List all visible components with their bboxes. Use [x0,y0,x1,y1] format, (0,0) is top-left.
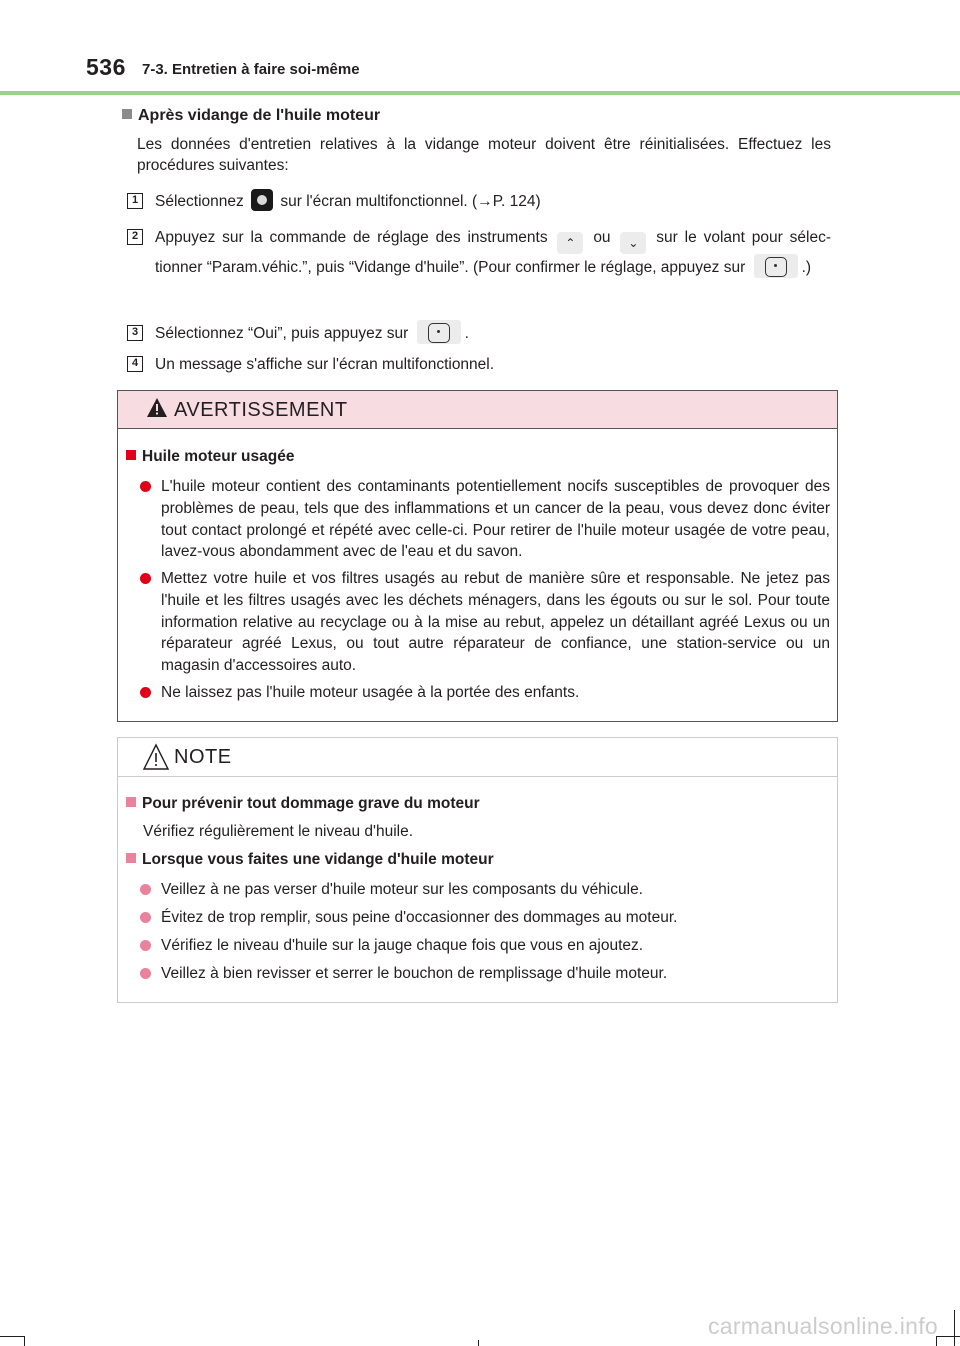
arrow-right-icon: → [477,193,493,210]
warning-bullet [140,568,830,677]
bullet-dot-icon [140,687,151,698]
note-subtitle [126,795,480,813]
step-text-end: . [464,325,469,342]
bullet-dot-icon [140,968,151,979]
warning-bullet [140,476,830,563]
step-text [155,224,831,281]
note-bullet [140,963,830,985]
section-intro: Les données d'entretien relatives à la vidange moteur doivent être réinitialisées. Effectuez les procédures suivantes: [137,136,831,174]
note-box [117,737,838,1003]
bullet-dot-icon [140,573,151,584]
note-title: NOTE [174,746,232,768]
step-number: 4 [127,356,143,372]
step-text-before: Sélectionnez “Oui”, puis appuyez sur [155,325,409,342]
step-text [155,320,831,347]
note-bullet [140,907,830,929]
watermark: carmanualsonline.info [707,1313,938,1339]
crop-mark [936,1336,960,1337]
ok-switch-icon [754,254,798,278]
note-marker-icon [126,853,136,863]
warning-box [117,390,838,722]
step-text-ou: ou [593,229,611,246]
note-bullet [140,879,830,901]
note-marker-icon [126,797,136,807]
note-header [118,738,837,777]
bullet-dot-icon [140,940,151,951]
warning-subtitle-text: Huile moteur usagée [142,448,295,465]
step-text-after: sur le volant pour sélectionner “Param.véhic.”, puis “Vidange d'huile”. (Pour confirmer le réglage, appuyez sur [155,229,832,276]
warning-subtitle [126,448,294,466]
section-title [122,107,380,125]
caution-triangle-icon [142,743,170,771]
step-text-before: Appuyez sur la commande de réglage des instruments [155,229,548,246]
arrow-down-icon: ⌄ [620,232,646,254]
note-subtitle [126,851,494,869]
bullet-text: Veillez à ne pas verser d'huile moteur sur les composants du véhicule. [161,881,643,898]
warning-header [118,391,837,429]
warning-marker-icon [126,450,136,460]
note-subtitle-text: Lorsque vous faites une vidange d'huile moteur [142,851,494,868]
crop-mark [24,1336,25,1346]
bullet-text: Veillez à bien revisser et serrer le bouchon de remplissage d'huile moteur. [161,965,668,982]
step-number: 3 [127,325,143,341]
bullet-text: Ne laissez pas l'huile moteur usagée à la portée des enfants. [161,684,580,701]
ok-switch-icon [417,320,461,344]
warning-title: AVERTISSEMENT [174,399,348,421]
note-text: Vérifiez régulièrement le niveau d'huile. [143,823,414,840]
note-subtitle-text: Pour prévenir tout dommage grave du moteur [142,795,480,812]
warning-triangle-icon [146,397,168,419]
arrow-up-icon: ⌃ [557,232,583,254]
step-number: 2 [127,229,143,245]
step-text-after: sur l'écran multifonctionnel. ( [280,193,478,210]
step-text-before: Sélectionnez [155,193,244,210]
bullet-dot-icon [140,481,151,492]
warning-bullet [140,682,830,704]
section-title-text: Après vidange de l'huile moteur [138,107,381,124]
section-marker-icon [122,109,132,119]
crop-mark [0,1336,24,1337]
bullet-text: Évitez de trop remplir, sous peine d'occasionner des dommages au moteur. [161,909,678,926]
step-number: 1 [127,193,143,209]
bullet-text: L'huile moteur contient des contaminants potentiellement nocifs susceptibles de provoquer des problèmes de peau, tels que des inflammations et un cancer de la peau, vous devez donc éviter tout contact prolongé et répété avec celle-ci. Pour retirer de l'huile moteur usagée de votre peau, lavez-vous abondamment avec de l'eau et du savon. [161,478,830,561]
bullet-dot-icon [140,912,151,923]
crop-mark [478,1340,479,1346]
bullet-text: Vérifiez le niveau d'huile sur la jauge chaque fois que vous en ajoutez. [161,937,644,954]
settings-gear-icon [251,189,273,211]
page-reference: P. 124) [492,193,541,210]
bullet-dot-icon [140,884,151,895]
header-rule [0,91,960,95]
bullet-text: Mettez votre huile et vos filtres usagés au rebut de manière sûre et responsable. Ne jetez pas l'huile et les filtres usagés avec les déchets ménagers, dans les égouts ou sur le sol. Pour toute information relative au recyclage ou à la mise au rebut, appelez un détaillant agréé Lexus ou un réparateur agréé Lexus, ou tout autre réparateur de confiance, une station-service ou un magasin d'accessoires auto. [161,570,830,675]
note-bullet [140,935,830,957]
step-text: Un message s'affiche sur l'écran multifonctionnel. [155,356,495,373]
step-text [155,188,831,215]
step-text-end: .) [801,259,812,276]
crop-mark [954,1310,955,1346]
chapter-title: 7-3. Entretien à faire soi-même [142,61,360,78]
page-number: 536 [86,54,126,80]
